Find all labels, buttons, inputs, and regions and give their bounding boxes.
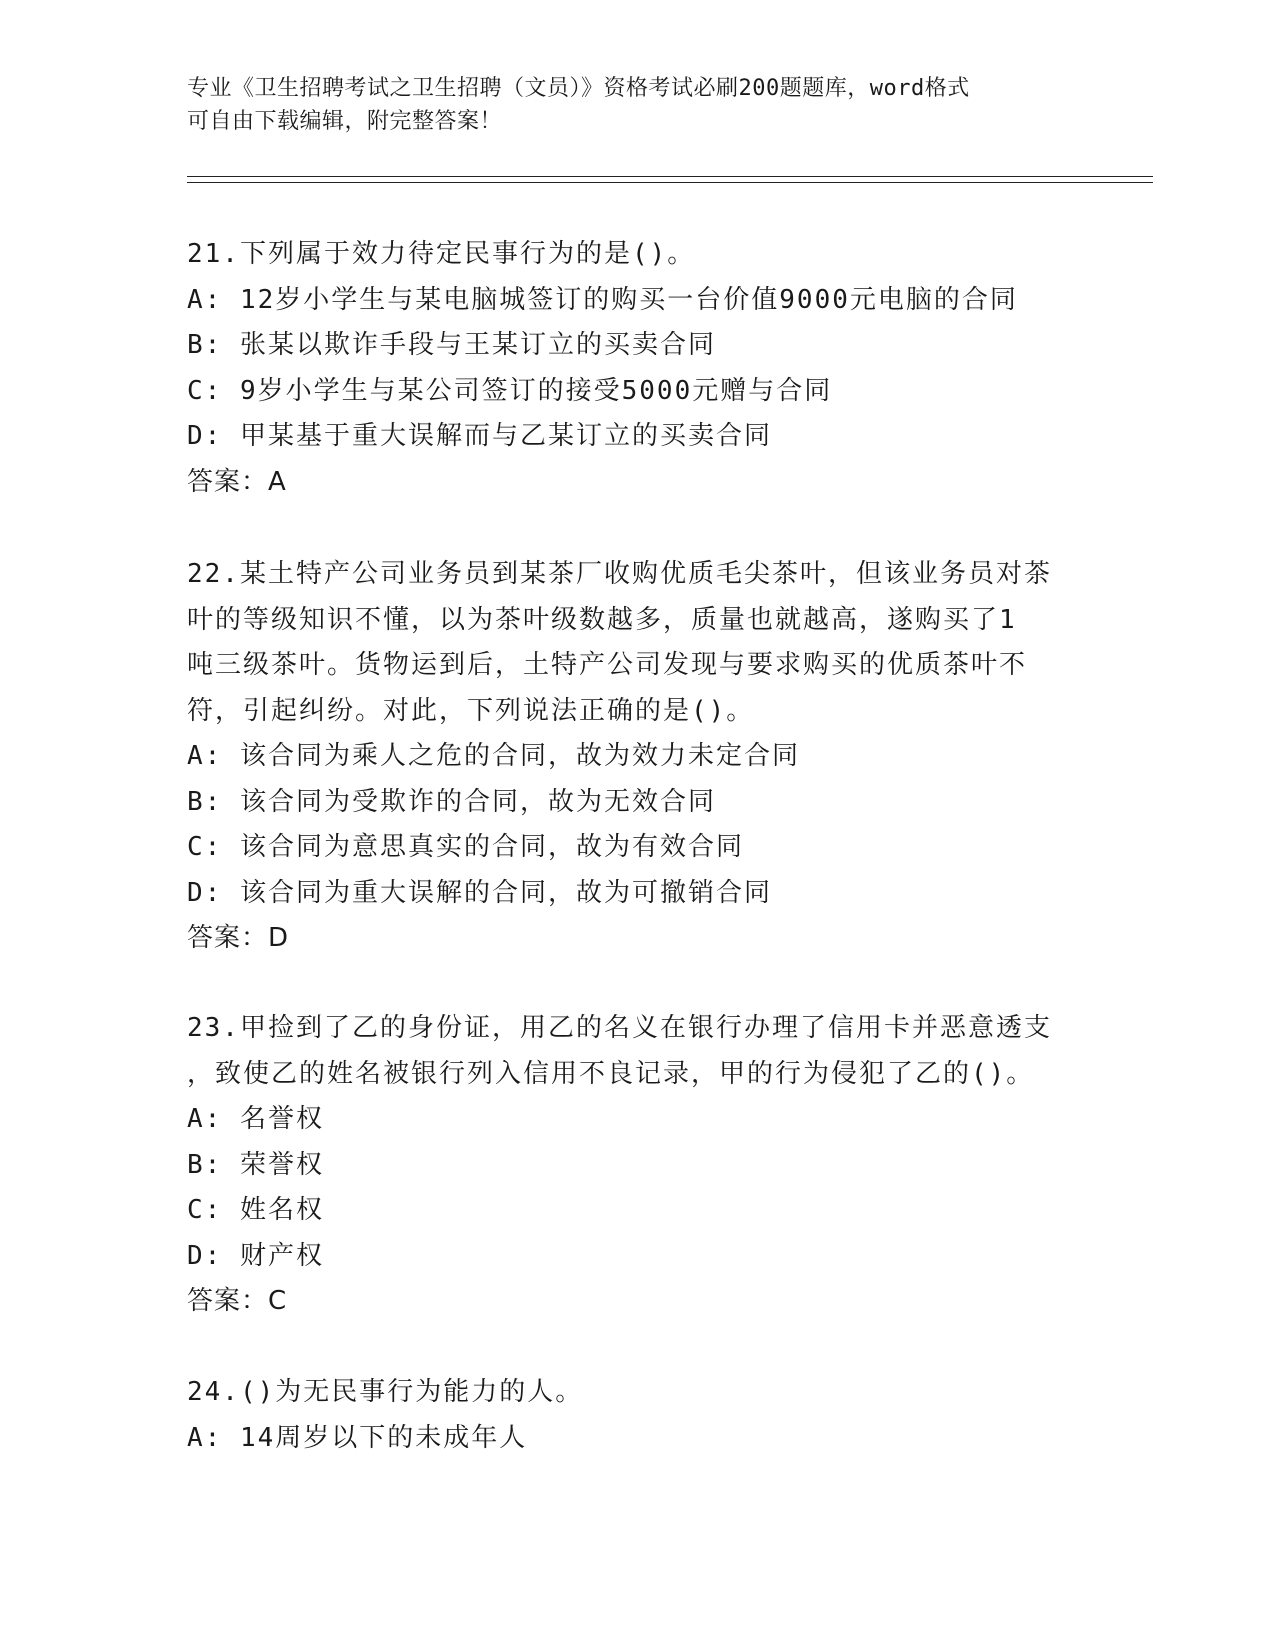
question-stem: 符，引起纠纷。对此，下列说法正确的是()。	[187, 695, 755, 726]
option-d: D: 财产权	[187, 1240, 324, 1271]
question-stem: 21.下列属于效力待定民事行为的是()。	[187, 239, 696, 269]
answer: 答案：D	[187, 923, 290, 953]
option-b: B: 荣誉权	[187, 1149, 324, 1180]
option-a: A: 该合同为乘人之危的合同，故为效力未定合同	[187, 741, 800, 771]
question-stem: 24.()为无民事行为能力的人。	[187, 1377, 584, 1407]
option-d: D: 该合同为重大误解的合同，故为可撤销合同	[187, 877, 772, 908]
option-a: A: 14周岁以下的未成年人	[187, 1422, 528, 1453]
question-stem: 23.甲捡到了乙的身份证，用乙的名义在银行办理了信用卡并恶意透支	[187, 1013, 1052, 1043]
question-stem: 吨三级茶叶。货物运到后，土特产公司发现与要求购买的优质茶叶不	[187, 650, 1028, 680]
header-line-2: 可自由下载编辑，附完整答案！	[187, 109, 503, 134]
option-a: A: 12岁小学生与某电脑城签订的购买一台价值9000元电脑的合同	[187, 284, 1018, 315]
option-c: C: 9岁小学生与某公司签订的接受5000元赠与合同	[187, 375, 833, 406]
option-b: B: 该合同为受欺诈的合同，故为无效合同	[187, 786, 716, 817]
question-stem: 叶的等级知识不懂，以为茶叶级数越多，质量也就越高，遂购买了1	[187, 604, 1017, 635]
question-stem: ，致使乙的姓名被银行列入信用不良记录，甲的行为侵犯了乙的()。	[187, 1058, 1035, 1089]
option-c: C: 该合同为意思真实的合同，故为有效合同	[187, 832, 744, 862]
question-21	[187, 232, 1087, 505]
option-c: C: 姓名权	[187, 1195, 324, 1225]
option-a: A: 名誉权	[187, 1104, 324, 1134]
header-divider-top	[187, 176, 1153, 177]
option-d: D: 甲某基于重大误解而与乙某订立的买卖合同	[187, 421, 772, 451]
document-header	[187, 72, 1087, 138]
header-line-1: 专业《卫生招聘考试之卫生招聘（文员）》资格考试必刷200题题库，word格式	[187, 76, 970, 101]
header-divider-bottom	[187, 182, 1153, 183]
question-stem: 22.某土特产公司业务员到某茶厂收购优质毛尖茶叶，但该业务员对茶	[187, 559, 1052, 589]
answer: 答案：A	[187, 466, 287, 497]
option-b: B: 张某以欺诈手段与王某订立的买卖合同	[187, 330, 716, 360]
answer: 答案：C	[187, 1286, 288, 1316]
question-23	[187, 1006, 1087, 1325]
question-24	[187, 1370, 1087, 1461]
question-22	[187, 552, 1087, 962]
